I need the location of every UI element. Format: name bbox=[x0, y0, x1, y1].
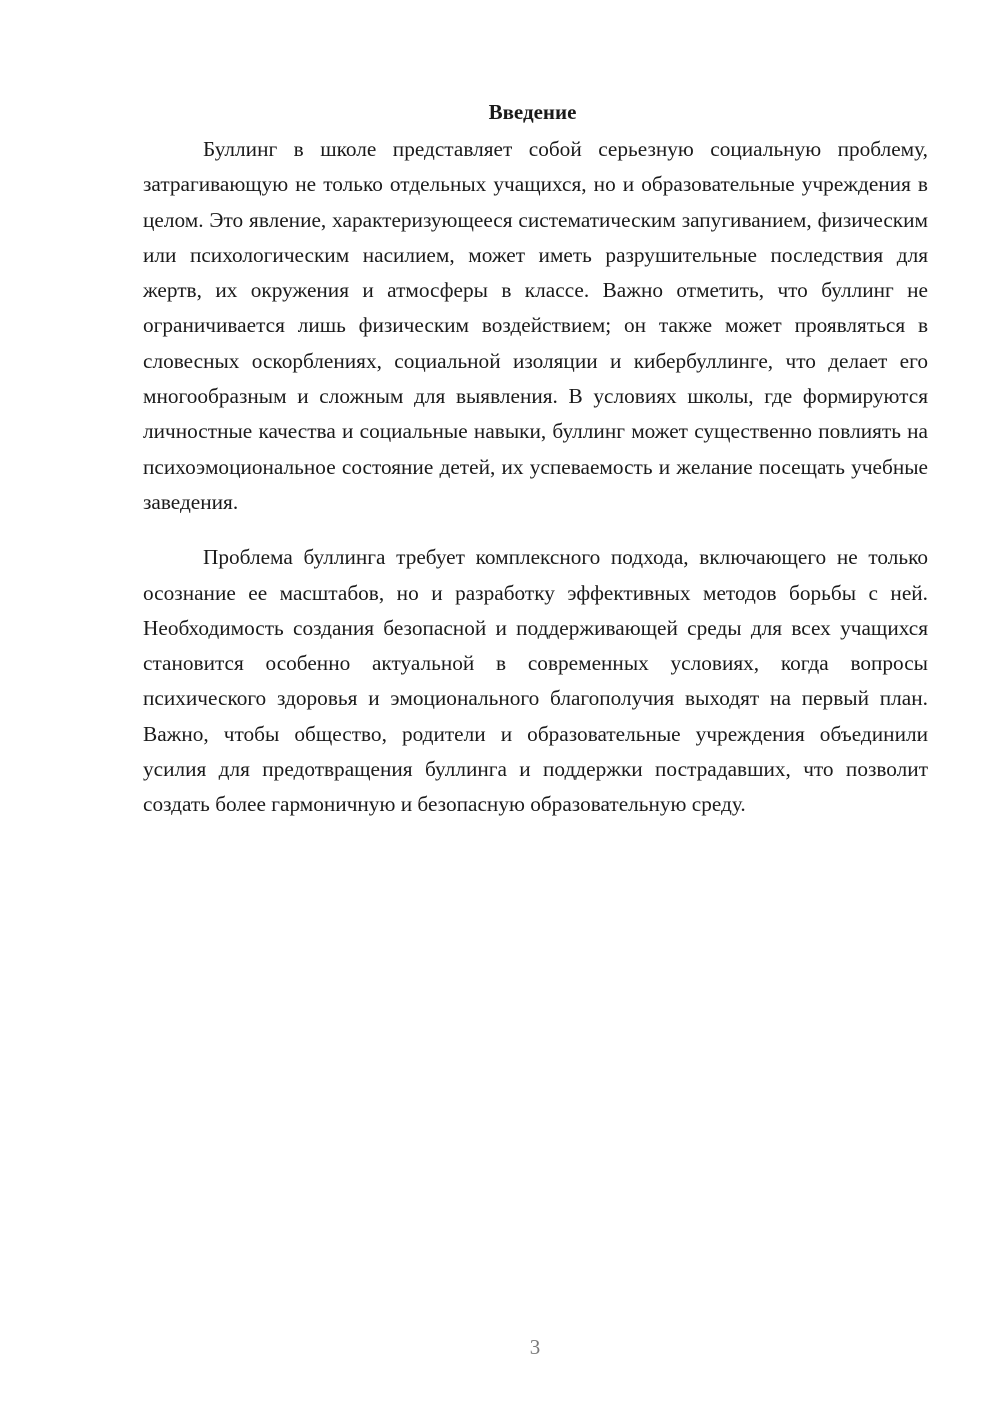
section-title: Введение bbox=[488, 100, 577, 124]
page-content bbox=[143, 92, 928, 823]
paragraph-2: Проблема буллинга требует комплексного подхода, включающего не только осознание ее масштабов, но и разработку эффективных методов борьбы с ней. Необходимость создания безопасной и поддерживающей среды для всех учащихся становится особенно актуальной в современных условиях, когда вопросы психического здоровья и эмоционального благополучия выходят на первый план. Важно, чтобы общество, родители и образовательные учреждения объединили усилия для предотвращения буллинга и поддержки пострадавших, что позволит создать более гармоничную и безопасную образовательную среду. bbox=[143, 545, 928, 817]
page-number: 3 bbox=[529, 1335, 541, 1359]
paragraph-1: Буллинг в школе представляет собой серьезную социальную проблему, затрагивающую не только отдельных учащихся, но и образовательные учреждения в целом. Это явление, характеризующееся систематическим запугиванием, физическим или психологическим насилием, может иметь разрушительные последствия для жертв, их окружения и атмосферы в классе. Важно отметить, что буллинг не ограничивается лишь физическим воздействием; он также может проявляться в словесных оскорблениях, социальной изоляции и кибербуллинге, что делает его многообразным и сложным для выявления. В условиях школы, где формируются личностные качества и социальные навыки, буллинг может существенно повлиять на психоэмоциональное состояние детей, их успеваемость и желание посещать учебные заведения. bbox=[143, 137, 928, 514]
